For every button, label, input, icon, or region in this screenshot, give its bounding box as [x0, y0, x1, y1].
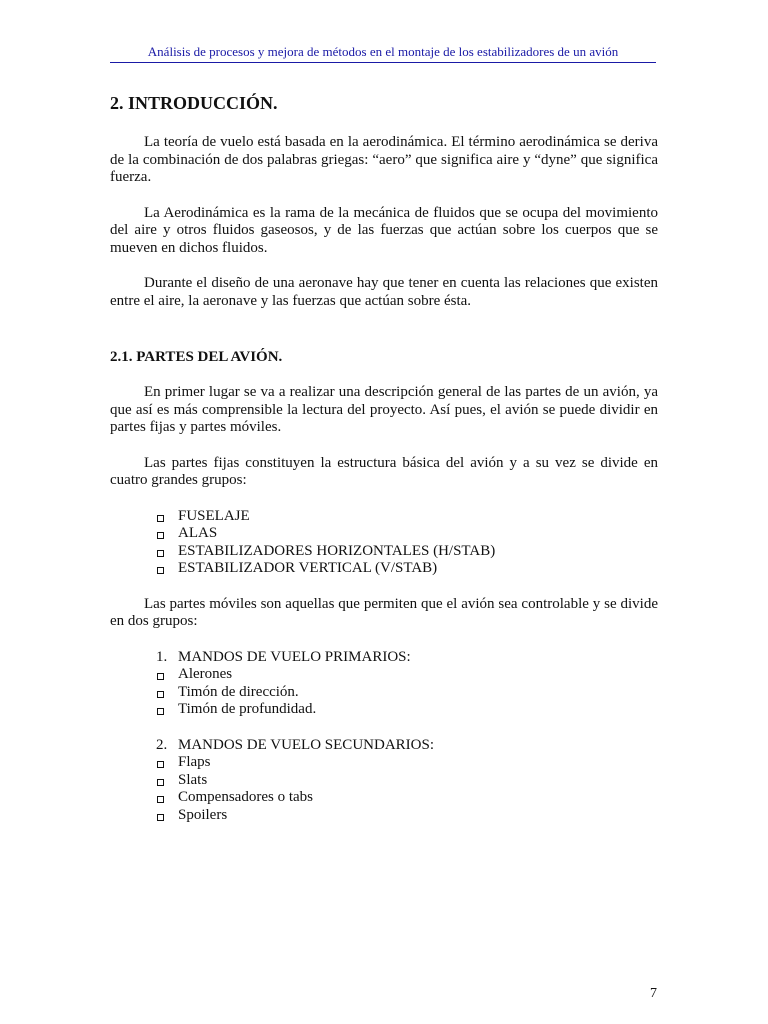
- square-bullet-icon: [157, 532, 164, 539]
- subsection-title: 2.1. PARTES DEL AVIÓN.: [110, 349, 283, 365]
- square-bullet-icon: [157, 761, 164, 768]
- list-item: Compensadores o tabs: [156, 789, 658, 807]
- secondary-controls-group: [110, 737, 658, 825]
- list-item: Slats: [156, 772, 658, 790]
- list-item: Spoilers: [156, 807, 658, 825]
- primary-controls-group: [110, 649, 658, 719]
- subsection-intro-paragraph: En primer lugar se va a realizar una descripción general de las partes de un avión, ya que así es más comprensible la lectura del proyecto. Así pues, el avión se puede dividir en partes fijas y partes móviles.: [110, 384, 658, 435]
- group-number: 2.: [156, 736, 168, 753]
- list-item: Flaps: [156, 754, 658, 772]
- group-heading: [110, 737, 658, 755]
- square-bullet-icon: [157, 796, 164, 803]
- intro-paragraph-1: La teoría de vuelo está basada en la aerodinámica. El término aerodinámica se deriva de la combinación de dos palabras griegas: “aero” que significa aire y “dyne” que significa fuerza.: [110, 134, 658, 185]
- list-item: Alerones: [156, 666, 658, 684]
- square-bullet-icon: [157, 779, 164, 786]
- square-bullet-icon: [157, 550, 164, 557]
- list-item: Timón de profundidad.: [156, 701, 658, 719]
- list-item: ALAS: [156, 525, 658, 543]
- group-title: MANDOS DE VUELO PRIMARIOS:: [178, 648, 411, 665]
- primary-controls-list: [110, 666, 658, 719]
- secondary-controls-list: [110, 754, 658, 824]
- fixed-parts-intro: Las partes fijas constituyen la estructura básica del avión y a su vez se divide en cuatro grandes grupos:: [110, 454, 658, 488]
- document-body: [110, 92, 658, 842]
- intro-paragraph-2: La Aerodinámica es la rama de la mecánica de fluidos que se ocupa del movimiento del aire y otros fluidos gaseosos, y de las fuerzas que actúan sobre los cuerpos que se mueven en dichos fluidos.: [110, 204, 658, 256]
- square-bullet-icon: [157, 691, 164, 698]
- group-title: MANDOS DE VUELO SECUNDARIOS:: [178, 736, 434, 753]
- list-item: FUSELAJE: [156, 508, 658, 526]
- list-item: ESTABILIZADOR VERTICAL (V/STAB): [156, 560, 658, 578]
- section-title: 2. INTRODUCCIÓN.: [110, 93, 278, 113]
- fixed-parts-list: [110, 508, 658, 578]
- square-bullet-icon: [157, 515, 164, 522]
- square-bullet-icon: [157, 708, 164, 715]
- mobile-parts-intro: Las partes móviles son aquellas que permiten que el avión sea controlable y se divide en dos grupos:: [110, 595, 658, 629]
- group-number: 1.: [156, 648, 168, 665]
- square-bullet-icon: [157, 673, 164, 680]
- group-heading: [110, 649, 658, 667]
- intro-paragraph-3: Durante el diseño de una aeronave hay que tener en cuenta las relaciones que existen entre el aire, la aeronave y las fuerzas que actúan sobre ésta.: [110, 275, 658, 309]
- square-bullet-icon: [157, 814, 164, 821]
- running-header: [110, 44, 656, 63]
- page-number: 7: [650, 986, 657, 1001]
- list-item: Timón de dirección.: [156, 684, 658, 702]
- list-item: ESTABILIZADORES HORIZONTALES (H/STAB): [156, 543, 658, 561]
- running-header-title: Análisis de procesos y mejora de métodos en el montaje de los estabilizadores de un avión: [147, 44, 619, 59]
- square-bullet-icon: [157, 567, 164, 574]
